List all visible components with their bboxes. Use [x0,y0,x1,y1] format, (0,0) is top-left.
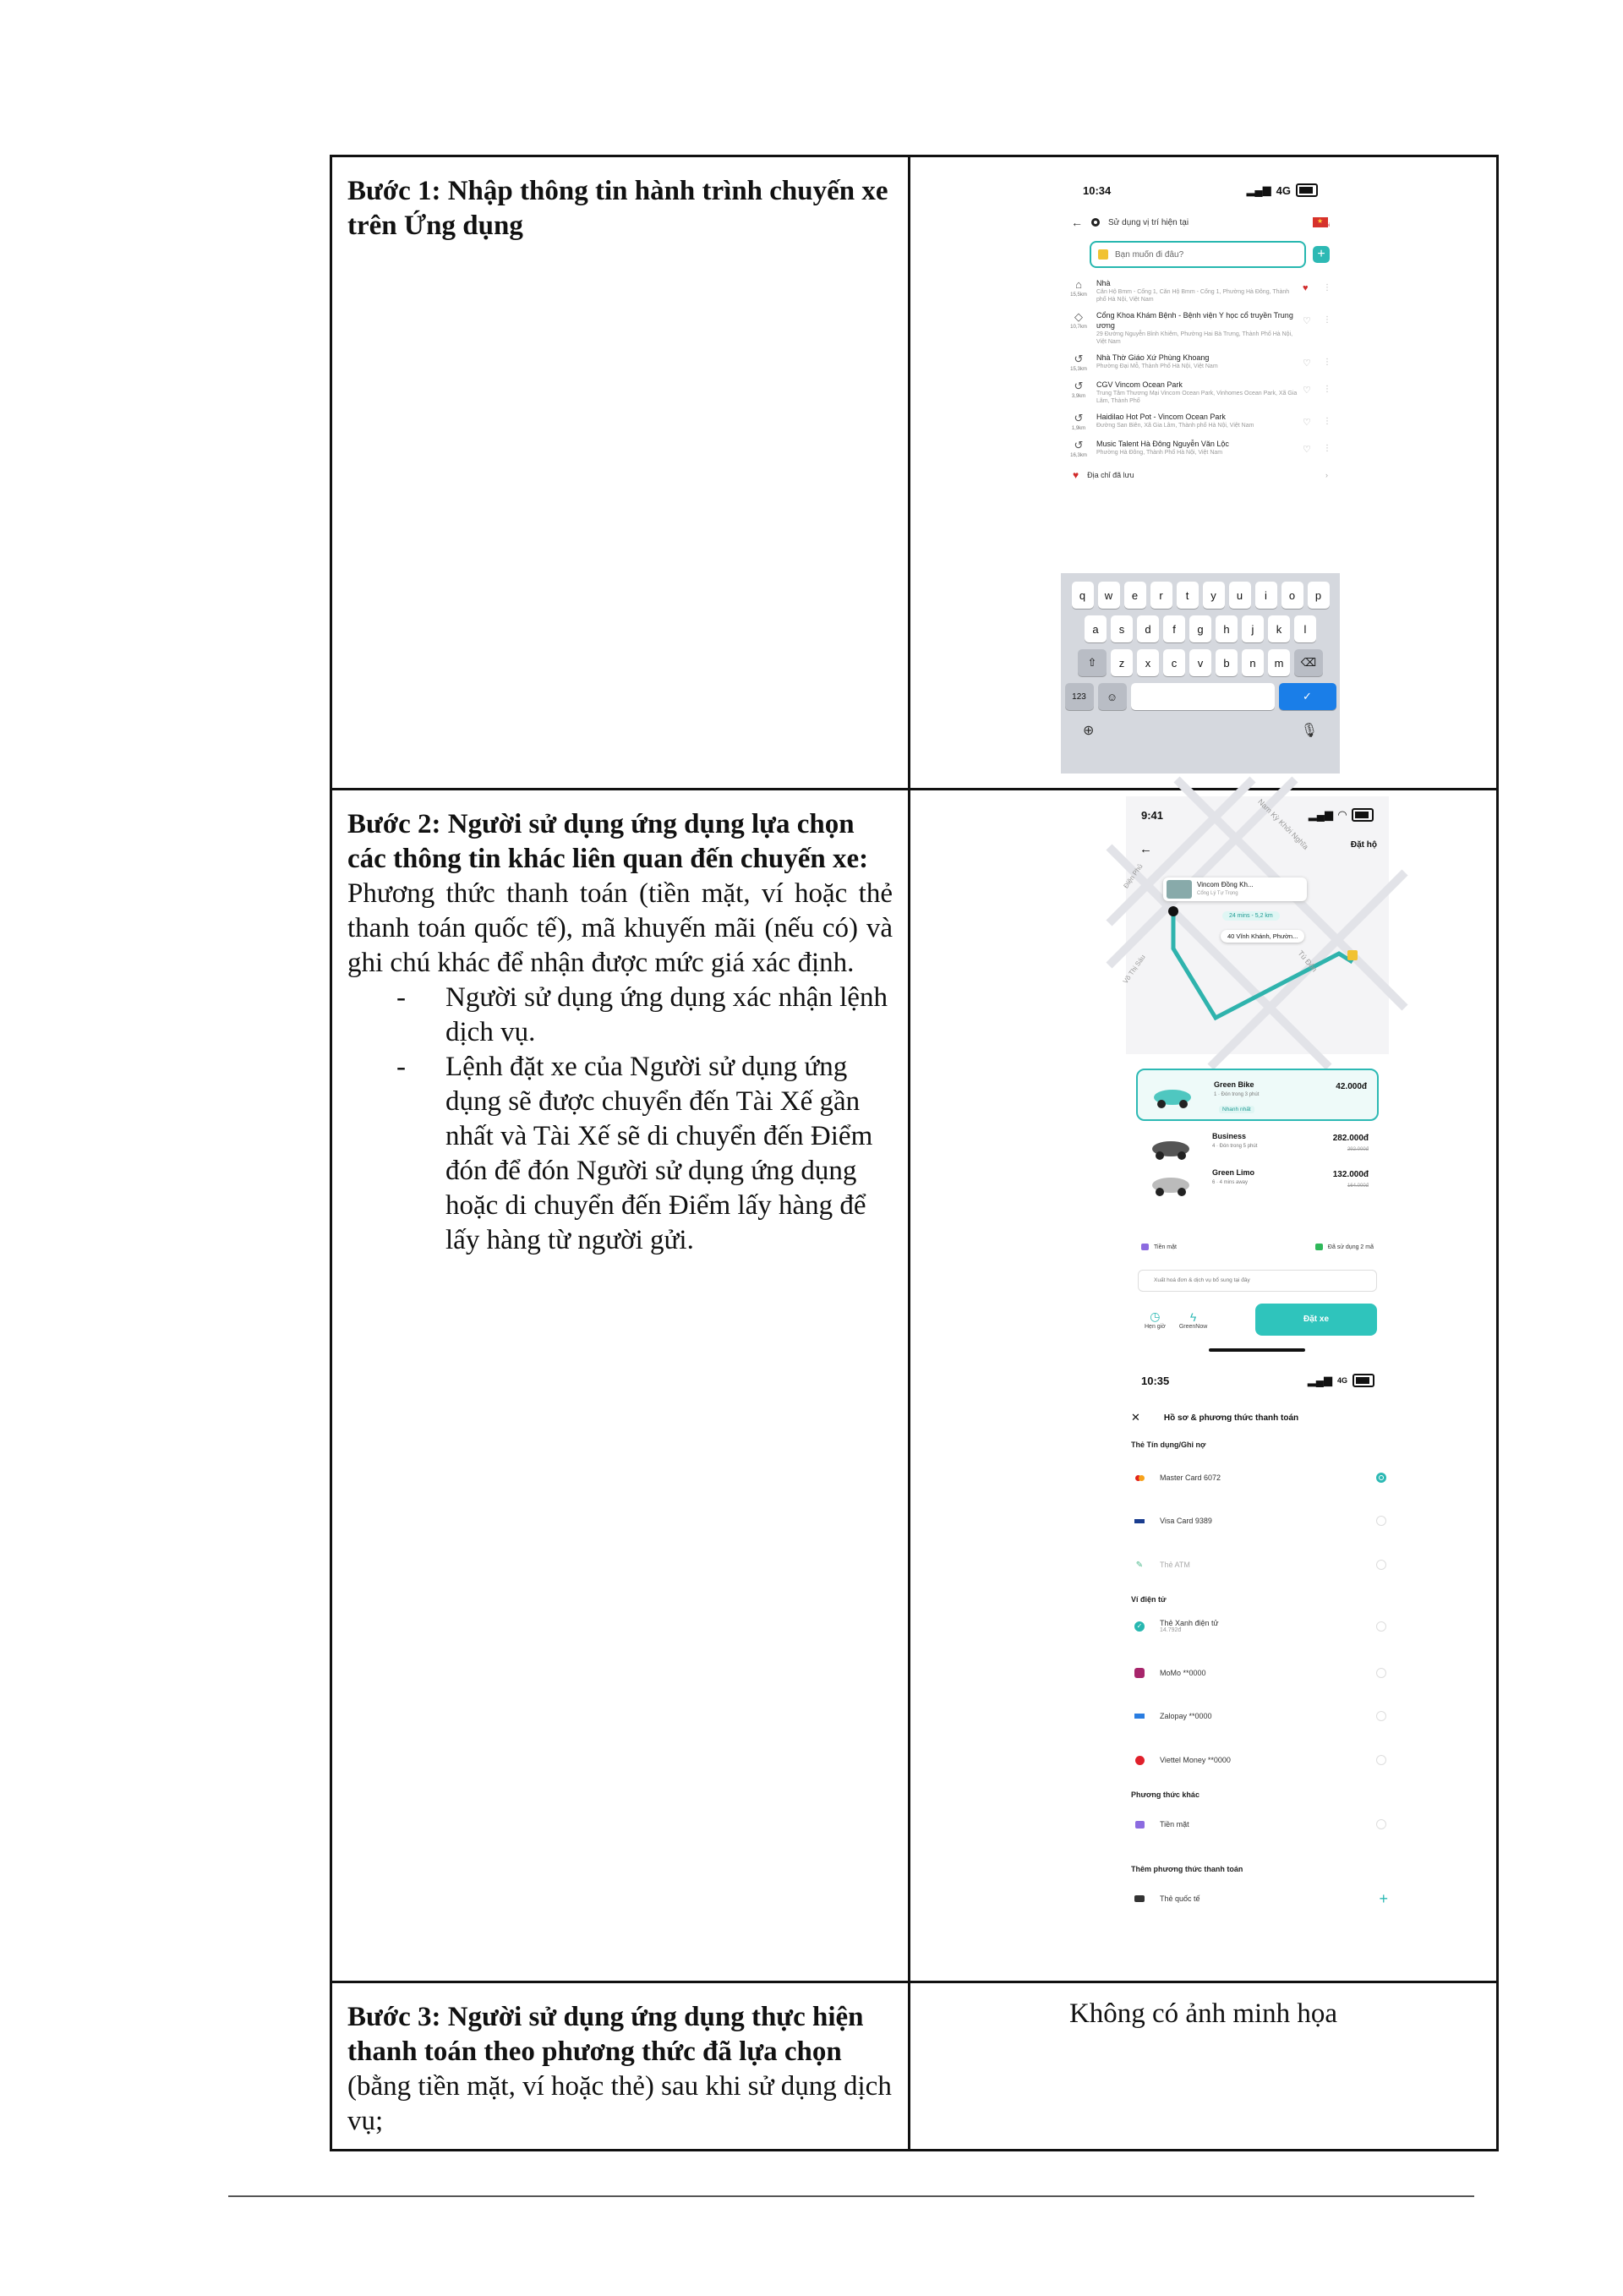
key-r[interactable]: r [1150,582,1172,609]
ride-meta: 4 · Đón trong 5 phút [1212,1144,1258,1149]
vehicle-icon [1150,1167,1192,1197]
distance-label: 15,3km [1070,367,1087,372]
close-icon[interactable]: ✕ [1131,1411,1140,1424]
place-title: Haidilao Hot Pot - Vincom Ocean Park [1096,413,1226,421]
intl-card-label: Thẻ quốc tế [1160,1894,1200,1903]
payment-option-cash[interactable] [1124,1819,1395,1829]
place-type-icon [1066,353,1091,373]
battery-icon [1352,808,1374,822]
status-bar [1141,808,1374,822]
more-icon[interactable]: ⋮ [1323,444,1331,453]
step-2-bullets [347,981,893,1258]
fastest-badge: Nhanh nhất [1219,1106,1254,1113]
cash-icon [1131,1819,1148,1829]
step-3-cell [332,1983,910,2149]
emoji-key[interactable]: ☺ [1098,683,1127,710]
add-international-card[interactable] [1124,1889,1395,1907]
booking-action-row [1145,1304,1377,1336]
no-image-note: Không có ảnh minh họa [1068,1998,1338,2029]
screenshot-ride-selection [1121,796,1389,1373]
origin-thumbnail [1167,880,1192,899]
radio-option[interactable] [1376,1819,1386,1829]
radio-option[interactable] [1376,1516,1386,1526]
zalopay-icon [1131,1711,1148,1721]
radio-option[interactable] [1376,1755,1386,1765]
heart-icon: ♥ [1073,469,1079,481]
place-info [1096,439,1298,459]
vehicle-icon [1151,1079,1194,1109]
origin-label: Vincom Đồng Kh... [1197,881,1254,888]
cash-label: Tiền mặt [1160,1820,1189,1829]
payment-option-viettel[interactable] [1124,1755,1395,1765]
street-label: Võ Thị Sáu [1121,953,1147,986]
chevron-right-icon: › [1325,471,1328,479]
space-key[interactable] [1131,683,1275,710]
ride-old-price: 164.000đ [1347,1184,1369,1189]
visa-label: Visa Card 9389 [1160,1517,1212,1525]
map-graphic [1126,796,1389,1054]
key-j[interactable]: j [1242,615,1264,642]
radio-selected[interactable] [1376,1473,1386,1483]
viettel-money-icon [1131,1755,1148,1765]
back-arrow-icon[interactable]: ← [1139,842,1152,856]
key-z[interactable]: z [1111,649,1133,676]
key-q[interactable]: q [1072,582,1094,609]
ride-old-price: 292.000đ [1347,1147,1369,1152]
book-for-other-button[interactable]: Đặt hộ [1350,840,1377,850]
card-icon [1131,1894,1148,1904]
place-address: Phường Hà Đông, Thành Phố Hà Nội, Việt Nam [1096,450,1223,456]
key-i[interactable]: i [1255,582,1277,609]
place-icon: ↺ [1074,439,1084,451]
place-icon: ↺ [1074,380,1084,392]
list-item[interactable] [1061,310,1340,346]
step-2-heading: Bước 2: Người sử dụng ứng dụng lựa chọn các thông tin khác liên quan đến chuyến xe: [347,809,869,874]
network-label: 4G [1336,1376,1347,1385]
lightning-icon: ϟ [1189,1309,1197,1324]
keyboard-row [1061,582,1340,609]
step-3-text: (bằng tiền mặt, ví hoặc thẻ) sau khi sử dụng dịch vụ; [347,2071,892,2136]
heart-icon[interactable]: ♡ [1303,418,1311,428]
schedule-button[interactable] [1145,1309,1166,1330]
ride-option[interactable] [1136,1069,1379,1121]
payment-option-momo[interactable] [1124,1668,1395,1678]
signal-icon: ▂▄▆ [1246,183,1271,196]
status-time: 10:34 [1083,183,1112,197]
payment-option-atm[interactable] [1124,1560,1395,1570]
step-2-text: Phương thức thanh toán (tiền mặt, ví hoặc thẻ thanh toán quốc tế), mã khuyến mãi (nếu có) và ghi chú khác để nhận được mức giá xác định. [347,878,893,978]
book-ride-button[interactable]: Đặt xe [1255,1304,1377,1336]
add-stop-button[interactable]: + [1313,246,1330,263]
momo-label: MoMo **0000 [1160,1669,1206,1677]
vehicle-icon [1150,1130,1192,1161]
keyboard [1061,573,1340,774]
place-address: Đường San Biên, Xã Gia Lâm, Thành phố Hà Nội, Việt Nam [1096,423,1254,429]
key-p[interactable]: p [1308,582,1330,609]
ride-name: Green Limo [1212,1168,1255,1177]
place-address: Căn Hộ Bmm - Cổng 1, Căn Hộ Bmm - Cổng 1, Phường Hà Đông, Thành phố Hà Nội, Việt Nam [1096,289,1290,303]
radio-option[interactable] [1376,1621,1386,1632]
payment-option-visa[interactable] [1124,1516,1395,1526]
place-type-icon [1066,439,1091,459]
recent-places-list [1061,278,1340,459]
place-info [1096,353,1298,373]
status-bar [1124,1374,1395,1387]
payment-option-green-wallet[interactable] [1124,1619,1395,1633]
place-icon: ⌂ [1075,278,1082,291]
ride-name: Green Bike [1214,1080,1254,1089]
keyboard-row [1061,683,1340,710]
key-x[interactable]: x [1137,649,1159,676]
more-icon[interactable]: ⋮ [1323,385,1331,394]
screenshot-search-destination [1061,172,1340,774]
key-e[interactable]: e [1124,582,1146,609]
wifi-icon: ◠ [1338,808,1347,821]
distance-label: 15,5km [1070,292,1087,298]
mastercard-icon [1131,1473,1148,1483]
city-label: Hà Nội [1314,223,1330,228]
distance-label: 10,7km [1070,325,1087,330]
list-item[interactable] [1061,353,1340,373]
shift-key[interactable]: ⇧ [1078,649,1107,676]
key-a[interactable]: a [1085,615,1107,642]
heart-icon[interactable]: ♡ [1303,316,1311,326]
key-k[interactable]: k [1268,615,1290,642]
place-info [1096,278,1298,303]
footer-divider [228,2195,1474,2197]
clock-icon: ◷ [1150,1309,1161,1323]
key-d[interactable]: d [1137,615,1159,642]
route-map[interactable] [1121,796,1389,1054]
key-h[interactable]: h [1216,615,1238,642]
keyboard-row [1061,615,1340,642]
ride-price: 132.000đ [1332,1170,1369,1179]
key-u[interactable]: u [1229,582,1251,609]
place-title: Nhà Thờ Giáo Xứ Phùng Khoang [1096,353,1210,362]
place-type-icon [1066,412,1091,432]
place-info [1096,310,1298,346]
section-title: Thêm phương thức thanh toán [1131,1865,1243,1873]
key-y[interactable]: y [1203,582,1225,609]
key-v[interactable]: v [1189,649,1211,676]
green-wallet-label: Thẻ Xanh điện tử [1160,1619,1219,1627]
place-title: Nhà [1096,279,1111,287]
distance-label: 1,9km [1071,426,1086,431]
ride-meta: 1 · Đón trong 3 phút [1214,1092,1260,1097]
place-info [1096,380,1298,405]
promo-icon [1315,1244,1323,1250]
greennow-button[interactable] [1179,1310,1207,1330]
key-t[interactable]: t [1177,582,1199,609]
key-m[interactable]: m [1268,649,1290,676]
step-1-cell [332,157,910,788]
place-info [1096,412,1298,432]
battery-icon [1296,183,1318,197]
place-title: Music Talent Hà Đông Nguyễn Văn Lộc [1096,440,1229,448]
backspace-key[interactable]: ⌫ [1294,649,1323,676]
ride-price: 282.000đ [1332,1134,1369,1143]
keyboard-bottom-bar [1061,717,1340,744]
street-label: Tú Đôn [1296,948,1320,974]
radio-option[interactable] [1376,1560,1386,1570]
place-address: Phường Đại Mỗ, Thành Phố Hà Nội, Việt Nam [1096,364,1218,369]
ride-price: 42.000đ [1336,1082,1367,1091]
home-indicator [1209,1348,1305,1352]
section-title: Phương thức khác [1131,1790,1199,1799]
battery-icon [1352,1374,1374,1387]
payment-method-label: Tiền mặt [1154,1244,1177,1250]
cash-icon [1141,1244,1149,1250]
radio-option[interactable] [1376,1668,1386,1678]
origin-sublabel: Cổng Lý Tự Trọng [1197,891,1238,896]
microphone-icon[interactable]: 🎙 [1300,724,1318,738]
list-item: - Lệnh đặt xe của Người sử dụng ứng dụng sẽ được chuyển đến Tài Xế gần nhất và Tài Xế sẽ di chuyển đến Điểm đón để đón Người sử dụng ứng dụng hoặc di chuyển đến Điểm lấy hàng để lấy hàng từ người gửi. [396,1050,893,1258]
saved-addresses-row[interactable] [1061,466,1340,481]
plus-icon[interactable]: + [1379,1889,1388,1907]
heart-icon[interactable]: ♡ [1303,445,1311,455]
place-address: Trung Tâm Thương Mại Vincom Ocean Park, Vinhomes Ocean Park, Xã Gia Lâm, Thành Phố [1096,391,1298,404]
payment-option-mastercard[interactable] [1124,1473,1395,1483]
payment-promo-row [1141,1244,1374,1250]
current-location-row[interactable] [1061,197,1340,229]
globe-icon[interactable]: ⊕ [1083,724,1095,738]
signal-icon: ▂▄▆ [1307,1374,1332,1386]
status-time: 9:41 [1141,808,1164,822]
place-address: 29 Đường Nguyễn Bỉnh Khiêm, Phường Hai Bà Trưng, Thành Phố Hà Nội, Việt Nam [1096,331,1293,345]
street-label: Điện Phủ [1122,862,1145,890]
greennow-label: GreenNow [1178,1323,1208,1330]
place-icon: ◇ [1074,310,1083,323]
mastercard-label: Master Card 6072 [1160,1473,1221,1482]
network-label: 4G [1276,183,1291,197]
step-3-heading: Bước 3: Người sử dụng ứng dụng thực hiện thanh toán theo phương thức đã lựa chọn [347,2002,864,2067]
keyboard-row [1061,649,1340,676]
done-key[interactable]: ✓ [1279,683,1336,710]
list-item: - Người sử dụng ứng dụng xác nhận lệnh dịch vụ. [396,981,893,1050]
heart-icon[interactable]: ♥ [1303,283,1309,293]
page-title: Hồ sơ & phương thức thanh toán [1163,1413,1299,1423]
distance-label: 16,3km [1070,453,1087,458]
zalopay-label: Zalopay **0000 [1160,1712,1212,1720]
place-icon: ↺ [1074,353,1084,365]
place-icon: ↺ [1074,412,1084,424]
section-title: Ví điện tử [1131,1595,1167,1604]
heart-icon[interactable]: ♡ [1303,385,1311,396]
ride-option[interactable] [1136,1158,1379,1192]
promo-label: Đã sử dụng 2 mã [1327,1244,1374,1250]
green-wallet-balance: 14.792đ [1160,1627,1182,1633]
street-label: Nam Kỳ Khởi Nghĩa [1256,797,1310,851]
list-item[interactable] [1061,439,1340,459]
search-placeholder: Bạn muốn đi đâu? [1115,249,1184,260]
place-type-icon [1066,310,1091,346]
eta-badge: 24 mins - 5,2 km [1222,911,1280,921]
destination-pin-icon [1098,249,1108,260]
status-bar [1061,172,1340,197]
place-title: CGV Vincom Ocean Park [1096,380,1183,389]
key-s[interactable]: s [1111,615,1133,642]
ride-name: Business [1212,1132,1247,1140]
section-title: Thẻ Tín dụng/Ghi nợ [1131,1440,1206,1449]
atm-card-icon: ✎ [1135,1560,1144,1570]
viettel-label: Viettel Money **0000 [1160,1756,1231,1764]
place-title: Cổng Khoa Khám Bệnh - Bệnh viện Y học cổ truyền Trung ương [1096,311,1293,330]
destination-pill[interactable]: 40 Vĩnh Khánh, Phườn... [1221,930,1304,943]
status-time: 10:35 [1141,1374,1170,1387]
key-l[interactable]: l [1294,615,1316,642]
more-icon[interactable]: ⋮ [1323,358,1331,367]
destination-search-input[interactable] [1090,241,1306,268]
saved-addresses-label: Địa chỉ đã lưu [1087,471,1134,479]
atm-label: Thẻ ATM [1160,1561,1190,1569]
more-icon[interactable]: ⋮ [1323,417,1331,426]
payment-method-button[interactable] [1141,1244,1177,1250]
origin-card[interactable] [1163,877,1307,901]
numbers-key[interactable]: 123 [1065,683,1094,710]
location-dot-icon [1091,218,1100,227]
key-g[interactable]: g [1189,615,1211,642]
distance-label: 3,9km [1071,394,1086,399]
key-o[interactable]: o [1281,582,1303,609]
visa-icon [1131,1516,1148,1526]
list-item[interactable] [1061,278,1340,303]
list-item[interactable] [1061,380,1340,405]
place-type-icon [1066,380,1091,405]
key-n[interactable]: n [1242,649,1264,676]
promo-button[interactable] [1315,1244,1374,1250]
heart-icon[interactable]: ♡ [1303,358,1311,369]
ride-option[interactable] [1136,1122,1379,1156]
place-type-icon [1066,278,1091,303]
current-location-label: Sử dụng vị trí hiện tại [1108,217,1189,227]
back-arrow-icon[interactable]: ← [1071,216,1083,229]
payment-option-zalopay[interactable] [1124,1711,1395,1721]
search-row [1090,241,1330,268]
radio-option[interactable] [1376,1711,1386,1721]
invoice-service-field[interactable]: Xuất hoá đơn & dịch vụ bổ sung tại đây [1138,1270,1377,1292]
step-1-text: Bước 1: Nhập thông tin hành trình chuyến xe trên Ứng dụng [347,176,888,241]
momo-icon [1131,1668,1148,1678]
list-item[interactable] [1061,412,1340,432]
more-icon[interactable]: ⋮ [1323,283,1331,292]
screenshot-payment-methods [1124,1374,1395,1932]
schedule-label: Hẹn giờ [1145,1324,1166,1330]
green-wallet-icon: ✓ [1131,1621,1148,1632]
ride-meta: 6 · 4 mins away [1212,1180,1249,1185]
payment-header [1124,1387,1395,1424]
key-c[interactable]: c [1163,649,1185,676]
signal-icon: ▂▄▆ [1308,808,1333,821]
key-w[interactable]: w [1098,582,1120,609]
more-icon[interactable]: ⋮ [1323,315,1331,325]
step-2-cell [332,790,910,1981]
key-f[interactable]: f [1163,615,1185,642]
table-row [332,1981,1496,2149]
key-b[interactable]: b [1216,649,1238,676]
